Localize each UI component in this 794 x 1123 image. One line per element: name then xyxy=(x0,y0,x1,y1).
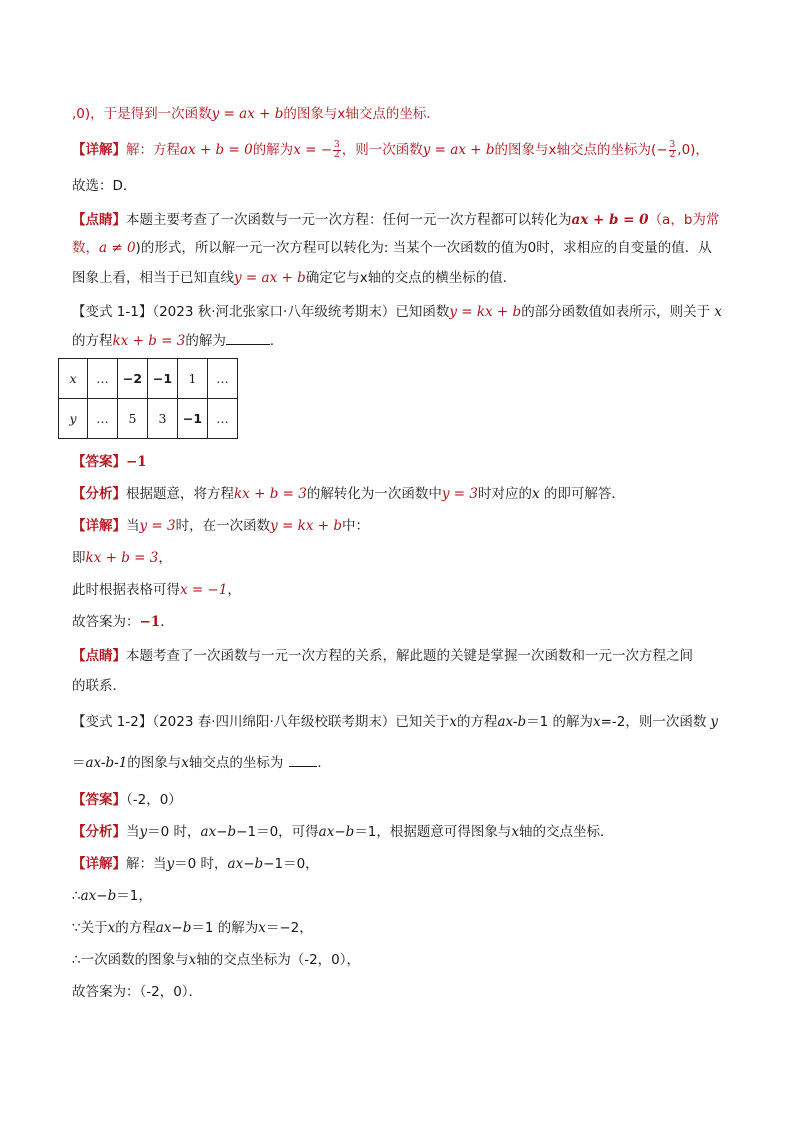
text-line: 故答案为：（-2，0）． xyxy=(72,984,203,1000)
table-cell: −1 xyxy=(178,399,208,439)
text-line: 【变式 1-2】（2023 春·四川绵阳·八年级校联考期末）已知关于x的方程ax-b＝1 的解为x=-2，则一次函数 y xyxy=(72,714,719,730)
table-cell: … xyxy=(88,399,118,439)
text-line: 【变式 1-1】（2023 秋·河北张家口·八年级统考期末）已知函数y = kx + b的部分函数值如表所示，则关于 x xyxy=(72,304,722,320)
table-cell: 5 xyxy=(118,399,148,439)
text-line: 的方程kx + b = 3的解为 ． xyxy=(72,330,283,351)
fraction: $\frac{3}{2}$ xyxy=(669,139,676,160)
table-cell: … xyxy=(208,359,238,399)
table-cell: −2 xyxy=(118,359,148,399)
text-line: 【点睛】本题主要考查了一次函数与一元一次方程：任何一元一次方程都可以转化为ax + b = 0（a，b为常 xyxy=(72,212,720,228)
text-line: 【详解】解：当y＝0 时，ax−b−1＝0， xyxy=(72,856,319,872)
text-line: 的联系． xyxy=(72,678,126,694)
text-line: ,0)，于是得到一次函数y = ax + b的图象与x轴交点的坐标． xyxy=(72,106,440,122)
text-line: 数，a ≠ 0)的形式，所以解一元一次方程可以转化为: 当某个一次函数的值为0时，求相应的自变量的值．从 xyxy=(72,240,712,256)
text-line: 图象上看，相当于已知直线y = ax + b确定它与x轴的交点的横坐标的值． xyxy=(72,270,517,286)
text-line: 即kx + b = 3， xyxy=(72,550,172,566)
table-row xyxy=(59,359,238,399)
text-line: 【分析】当y＝0 时，ax−b−1＝0，可得ax−b＝1，根据题意可得图象与x轴的交点坐标． xyxy=(72,824,614,840)
text-line: 【答案】−1 xyxy=(72,454,147,470)
text-line: 【详解】当y = 3时，在一次函数y = kx + b中： xyxy=(72,518,369,534)
text-line: 【答案】（-2，0） xyxy=(72,792,182,808)
text-line: ∵关于x的方程ax−b＝1 的解为x＝−2， xyxy=(72,920,313,936)
text-line: 此时根据表格可得x = −1， xyxy=(72,582,241,598)
text-line: 【详解】解：方程ax + b = 0的解为x = − $\frac{3}{2}$ ，则一次函数y = ax + b的图象与x轴交点的坐标为(− $\frac{3}{2}$ ,0)， xyxy=(72,139,709,160)
answer-blank xyxy=(289,752,317,767)
table-cell: y xyxy=(59,399,88,439)
text-line: 【分析】根据题意，将方程kx + b = 3的解转化为一次函数中y = 3时对应的x 的即可解答． xyxy=(72,486,625,502)
table-cell: x xyxy=(59,359,88,399)
table-row xyxy=(59,399,238,439)
fraction: $\frac{3}{2}$ xyxy=(334,139,340,160)
table-cell: 1 xyxy=(178,359,208,399)
table-cell: … xyxy=(208,399,238,439)
text-line: 故答案为：−1． xyxy=(72,614,174,630)
table-cell: 3 xyxy=(148,399,178,439)
text-line: 【点睛】本题考查了一次函数与一元一次方程的关系，解此题的关键是掌握一次函数和一元一次方程之间 xyxy=(72,648,693,664)
value-table xyxy=(58,358,238,439)
table-cell: … xyxy=(88,359,118,399)
text-line: ∴一次函数的图象与x轴的交点坐标为（-2，0）， xyxy=(72,952,361,968)
text-line: ∴ax−b＝1， xyxy=(72,888,152,904)
table-cell: −1 xyxy=(148,359,178,399)
text-line: ＝ax-b-1的图象与x轴交点的坐标为 ． xyxy=(72,752,331,773)
text-line: 故选：D． xyxy=(72,178,137,194)
answer-blank xyxy=(226,330,270,345)
